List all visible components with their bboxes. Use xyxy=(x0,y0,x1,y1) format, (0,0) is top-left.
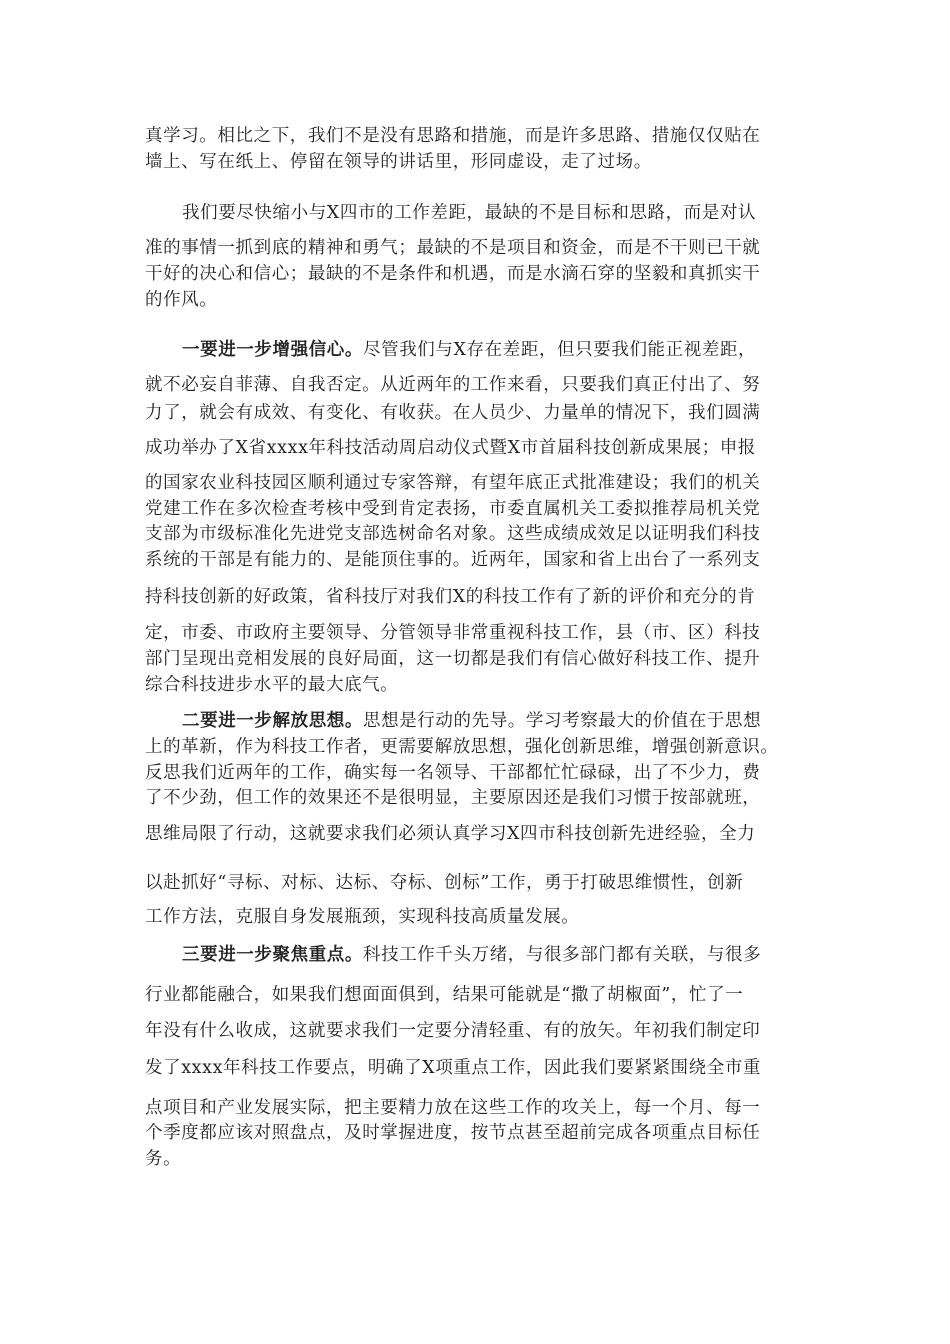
text-line: 党建工作在多次检查考核中受到肯定表扬，市委直属机关工委拟推荐局机关党 xyxy=(145,499,761,519)
text-line: 个季度都应该对照盘点，及时掌握进度，按节点甚至超前完成各项重点目标任 xyxy=(145,1123,761,1143)
text-line: 干好的决心和信心；最缺的不是条件和机遇，而是水滴石穿的坚毅和真抓实干 xyxy=(145,264,761,284)
section-text: 尽管我们与X存在差距，但只要我们能正视差距， xyxy=(363,340,757,360)
text-line: 定，市委、市政府主要领导、分管领导非常重视科技工作，县（市、区）科技 xyxy=(145,623,761,643)
text-line: 行业都能融合，如果我们想面面俱到，结果可能就是“撒了胡椒面”，忙了一 xyxy=(145,985,744,1005)
text-line: 点项目和产业发展实际，把主要精力放在这些工作的攻关上，每一个月、每一 xyxy=(145,1098,761,1118)
text-line: 的作风。 xyxy=(145,290,218,310)
text-line: 就不必妄自菲薄、自我否定。从近两年的工作来看，只要我们真正付出了、努 xyxy=(145,375,761,395)
text-line: 力了，就会有成效、有变化、有收获。在人员少、力量单的情况下，我们圆满 xyxy=(145,403,761,423)
section-heading: 一要进一步增强信心。 xyxy=(182,340,363,360)
section-heading-line xyxy=(182,943,815,967)
text-line: 工作方法，克服自身发展瓶颈，实现科技高质量发展。 xyxy=(145,907,580,927)
text-line: 年没有什么收成，这就要求我们一定要分清轻重、有的放矢。年初我们制定印 xyxy=(145,1021,761,1041)
text-line: 思维局限了行动，这就要求我们必须认真学习X四市科技创新先进经验，全力 xyxy=(145,824,756,844)
text-line: 真学习。相比之下，我们不是没有思路和措施，而是许多思路、措施仅仅贴在 xyxy=(145,126,761,146)
text-line: 持科技创新的好政策，省科技厅对我们X的科技工作有了新的评价和充分的肯 xyxy=(145,587,756,607)
text-line: 发了xxxx年科技工作要点，明确了X项重点工作，因此我们要紧紧围绕全市重 xyxy=(145,1058,762,1078)
text-line: 了不少劲，但工作的效果还不是很明显，主要原因还是我们习惯于按部就班， xyxy=(145,788,761,808)
text-line: 成功举办了X省xxxx年科技活动周启动仪式暨X市首届科技创新成果展；申报 xyxy=(145,438,756,458)
text-line: 以赴抓好“寻标、对标、达标、夺标、创标”工作，勇于打破思维惯性，创新 xyxy=(145,873,744,893)
text-line: 支部为市级标准化先进党支部选树命名对象。这些成绩成效足以证明我们科技 xyxy=(145,524,761,544)
text-line: 部门呈现出竞相发展的良好局面，这一切都是我们有信心做好科技工作、提升 xyxy=(145,649,761,669)
text-line: 系统的干部是有能力的、是能顶住事的。近两年，国家和省上出台了一系列支 xyxy=(145,550,761,570)
section-text: 思想是行动的先导。学习考察最大的价值在于思想 xyxy=(363,711,762,731)
text-line: 务。 xyxy=(145,1149,182,1169)
section-heading: 二要进一步解放思想。 xyxy=(182,711,363,731)
text-line: 准的事情一抓到底的精神和勇气；最缺的不是项目和资金，而是不干则已干就 xyxy=(145,238,761,258)
text-line: 上的革新，作为科技工作者，更需要解放思想，强化创新思维，增强创新意识。 xyxy=(145,737,779,757)
section-heading-line xyxy=(182,709,815,733)
section-text: 科技工作千头万绪，与很多部门都有关联，与很多 xyxy=(363,945,762,965)
text-line: 综合科技进步水平的最大底气。 xyxy=(145,675,399,695)
text-line: 墙上、写在纸上、停留在领导的讲话里，形同虚设，走了过场。 xyxy=(145,152,652,172)
text-line: 反思我们近两年的工作，确实每一名领导、干部都忙忙碌碌，出了不少力，费 xyxy=(145,763,761,783)
section-heading-line xyxy=(182,338,815,362)
text-line: 的国家农业科技园区顺利通过专家答辩，有望年底正式批准建设；我们的机关 xyxy=(145,473,761,493)
section-heading: 三要进一步聚焦重点。 xyxy=(182,945,363,965)
paragraph-first-line: 我们要尽快缩小与X四市的工作差距，最缺的不是目标和思路，而是对认 xyxy=(182,203,757,223)
